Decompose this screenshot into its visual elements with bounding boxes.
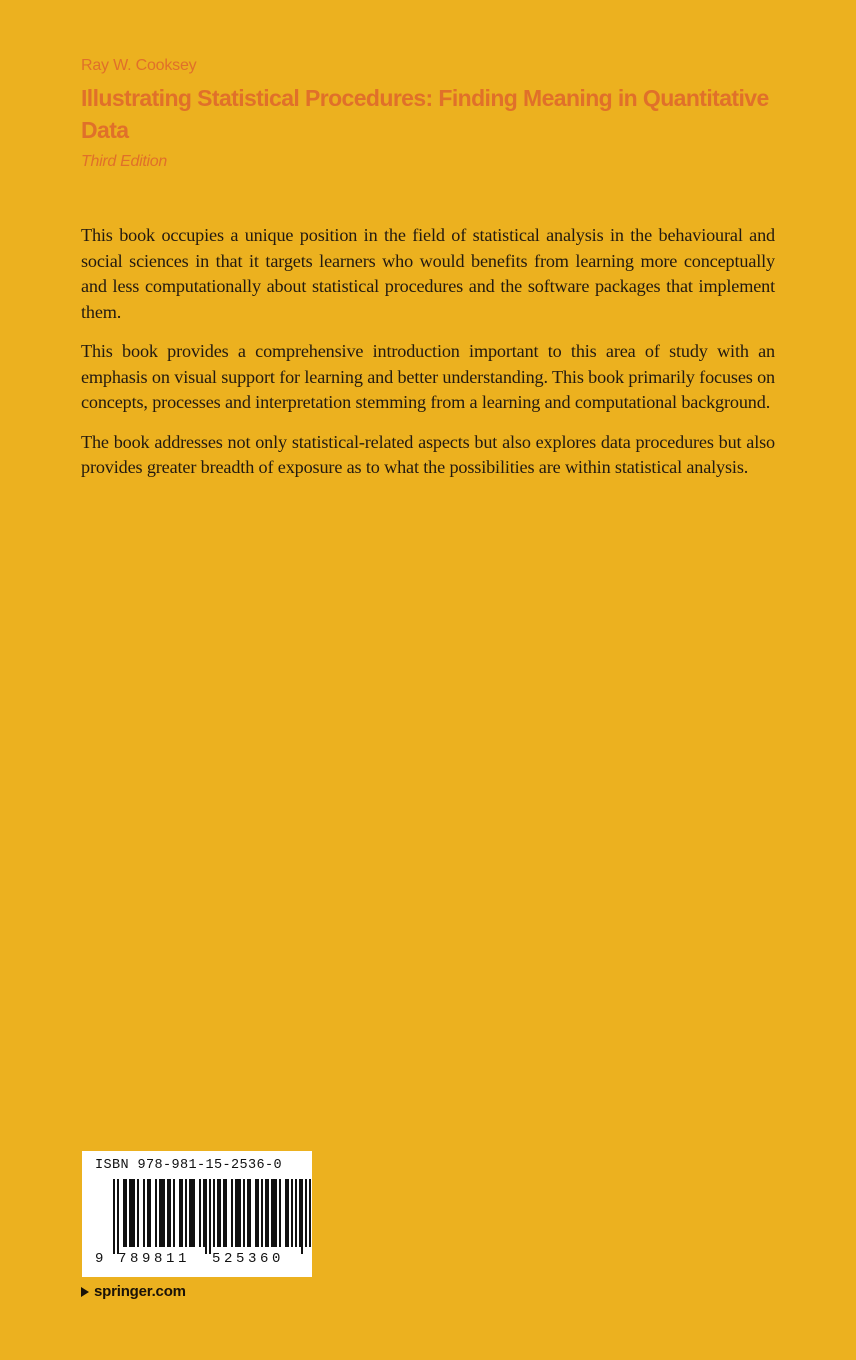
barcode-bar [147,1179,149,1247]
barcode-bar [309,1179,311,1247]
barcode-bar [149,1179,151,1247]
barcode-bar [203,1179,205,1247]
barcode-bar [305,1179,307,1247]
barcode-bar [191,1179,193,1247]
barcode-bar [189,1179,191,1247]
barcode-bar [243,1179,245,1247]
barcode-bar [155,1179,157,1247]
barcode-lead-digit: 9 [95,1251,104,1267]
book-title: Illustrating Statistical Procedures: Finding Meaning in Quantitative Data [81,85,769,143]
barcode-bar [169,1179,171,1247]
barcode-bar [267,1179,269,1247]
barcode-bar [223,1179,225,1247]
barcode-bar [213,1179,215,1247]
blurb [81,223,775,495]
barcode-bar [279,1179,281,1247]
barcode-bar [285,1179,287,1247]
barcode-bar [193,1179,195,1247]
barcode-bar [249,1179,251,1247]
barcode-bar [161,1179,163,1247]
barcode-bar [239,1179,241,1247]
barcode-bar [273,1179,275,1247]
publisher-name: springer.com [94,1283,186,1300]
barcode-bar [261,1179,263,1247]
blurb-paragraph-2: This book provides a comprehensive introduction important to this area of study with an emphasis on visual support for learning and better understanding. This book primarily focuses on concepts, processes and interpretation stemming from a learning and computational background. [81,341,775,412]
barcode-digit-group-2: 525360 [212,1251,285,1267]
barcode-bar [205,1179,207,1254]
barcode-bar [167,1179,169,1247]
isbn-label: ISBN 978-981-15-2536-0 [95,1158,283,1173]
barcode-bar [123,1179,125,1247]
barcode-bar [247,1179,249,1247]
blurb-paragraph-3: The book addresses not only statistical-related aspects but also explores data procedures but also provides greater breadth of exposure as to what the possibilities are within statistical analysis. [81,431,775,477]
barcode-bar [225,1179,227,1247]
barcode-bar [209,1179,211,1254]
barcode-bar [235,1179,237,1247]
barcode-bar [129,1179,131,1247]
barcode-bar [199,1179,201,1247]
barcode-bar [271,1179,273,1247]
publisher-link[interactable] [81,1283,186,1300]
author-name: Ray W. Cooksey [81,57,197,74]
barcode-bar [301,1179,303,1254]
barcode-bar [255,1179,257,1247]
barcode-bar [113,1179,115,1254]
barcode-bar [117,1179,119,1254]
barcode-bar [219,1179,221,1247]
barcode-bar [231,1179,233,1247]
arrow-icon [81,1287,89,1297]
barcode-digit-group-1: 789811 [118,1251,191,1267]
isbn-barcode [82,1151,312,1277]
barcode-bar [125,1179,127,1247]
barcode-bar [137,1179,139,1247]
barcode-bar [257,1179,259,1247]
barcode-bar [217,1179,219,1247]
barcode-bar [287,1179,289,1247]
barcode-bar [295,1179,297,1247]
barcode-bar [163,1179,165,1247]
barcode-bar [299,1179,301,1247]
edition-label: Third Edition [81,153,167,170]
barcode-bar [291,1179,293,1247]
barcode-bar [143,1179,145,1247]
barcode-bar [159,1179,161,1247]
barcode-bar [173,1179,175,1247]
blurb-paragraph-1: This book occupies a unique position in the field of statistical analysis in the behavioural and social sciences in that it targets learners who would benefits from learning more conceptually and less computationally about statistical procedures and the software packages that implement them. [81,225,775,322]
barcode-bar [133,1179,135,1247]
barcode-bar [185,1179,187,1247]
barcode-bar [275,1179,277,1247]
barcode-bar [265,1179,267,1247]
barcode-bar [181,1179,183,1247]
barcode-bar [131,1179,133,1247]
barcode-bar [179,1179,181,1247]
barcode-bar [237,1179,239,1247]
